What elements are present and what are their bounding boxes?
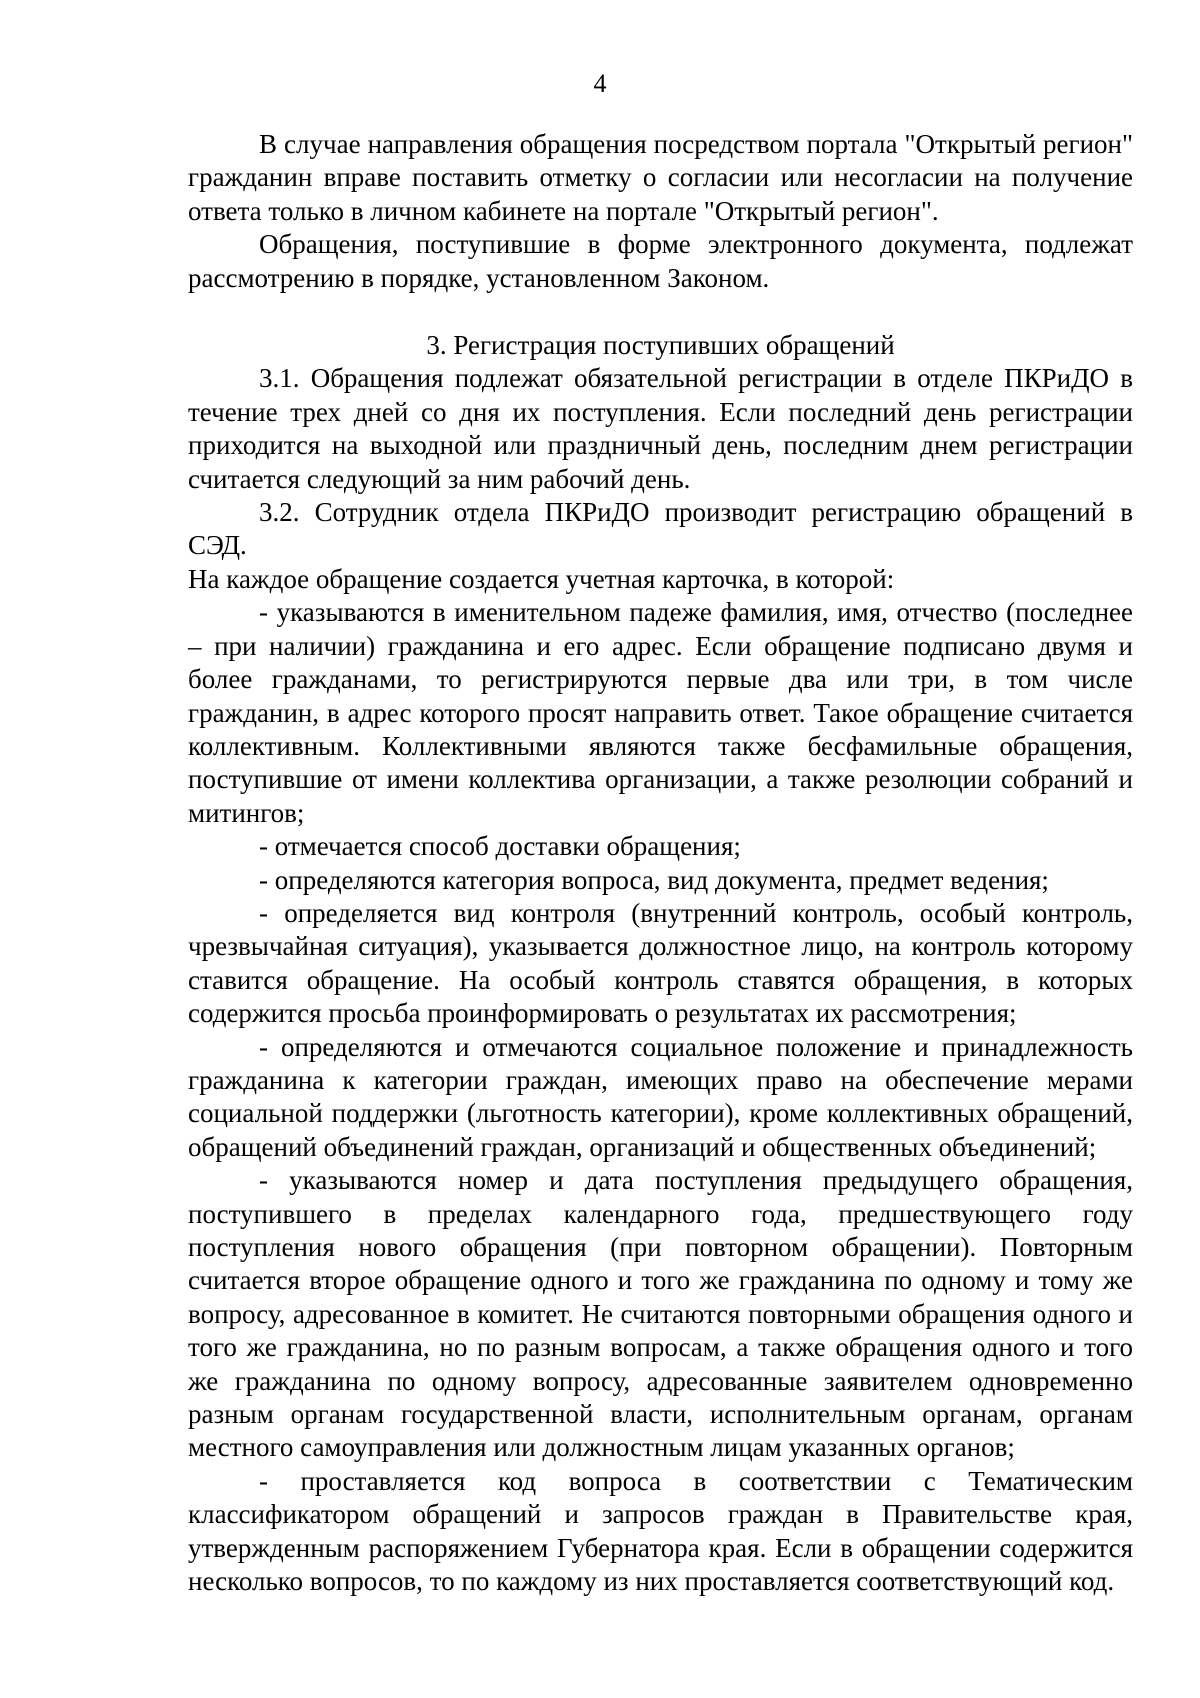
paragraph: 3.1. Обращения подлежат обязательной регистрации в отделе ПКРиДО в течение трех дней со дня их поступления. Если последний день регистрации приходится на выходной или праздничный день, последним днем регистрации считается следующий за ним рабочий день. [188, 363, 1133, 494]
paragraph: Обращения, поступившие в форме электронного документа, подлежат рассмотрению в порядке, установленном Законом. [188, 229, 1133, 293]
list-item: - определяется вид контроля (внутренний контроль, особый контроль, чрезвычайная ситуация), указывается должностное лицо, на контроль которому ставится обращение. На особый контроль ставятся обращения, в которых содержится просьба проинформировать о результатах их рассмотрения; [188, 897, 1133, 1029]
list-item: - определяются и отмечаются социальное положение и принадлежность гражданина к категории граждан, имеющих право на обеспечение мерами социальной поддержки (льготность категории), кроме коллективных обращений, обращений объединений граждан, организаций и общественных объединений; [188, 1031, 1133, 1162]
list-item: - указываются номер и дата поступления предыдущего обращения, поступившего в пределах календарного года, предшествующего году поступления нового обращения (при повторном обращении). Повторным считается второе обращение одного и того же гражданина по одному и тому же вопросу, адресованное в комитет. Не считаются повторными обращения одного и того же гражданина, но по разным вопросам, а также обращения одного и того же гражданина по одному вопросу, адресованные заявителем одновременно разным органам государственной власти, исполнительным органам, органам местного самоуправления или должностным лицам указанных органов; [188, 1165, 1133, 1463]
list-item: - указываются в именительном падеже фамилия, имя, отчество (последнее – при наличии) гражданина и его адрес. Если обращение подписано двумя и более гражданами, то регистрируются первые два или три, в том числе гражданин, в адрес которого просят направить ответ. Такое обращение считается коллективным. Коллективными являются также бесфамильные обращения, поступившие от имени коллектива организации, а также резолюции собраний и митингов; [188, 597, 1133, 828]
paragraph: На каждое обращение создается учетная карточка, в которой: [188, 563, 895, 594]
section-heading: 3. Регистрация поступивших обращений [426, 330, 895, 361]
list-item: - отмечается способ доставки обращения; [259, 831, 741, 862]
paragraph: 3.2. Сотрудник отдела ПКРиДО производит регистрацию обращений в СЭД. [188, 497, 1133, 561]
list-item: - проставляется код вопроса в соответствии с Тематическим классификатором обращений и запросов граждан в Правительстве края, утвержденным распоряжением Губернатора края. Если в обращении содержится несколько вопросов, то по каждому из них проставляется соответствующий код. [188, 1465, 1133, 1597]
paragraph: В случае направления обращения посредством портала "Открытый регион" гражданин вправе поставить отметку о согласии или несогласии на получение ответа только в личном кабинете на портале "Открытый регион". [188, 129, 1133, 226]
document-body [188, 128, 1133, 1598]
list-item: - определяются категория вопроса, вид документа, предмет ведения; [259, 864, 1049, 895]
page-number: 4 [593, 69, 607, 98]
